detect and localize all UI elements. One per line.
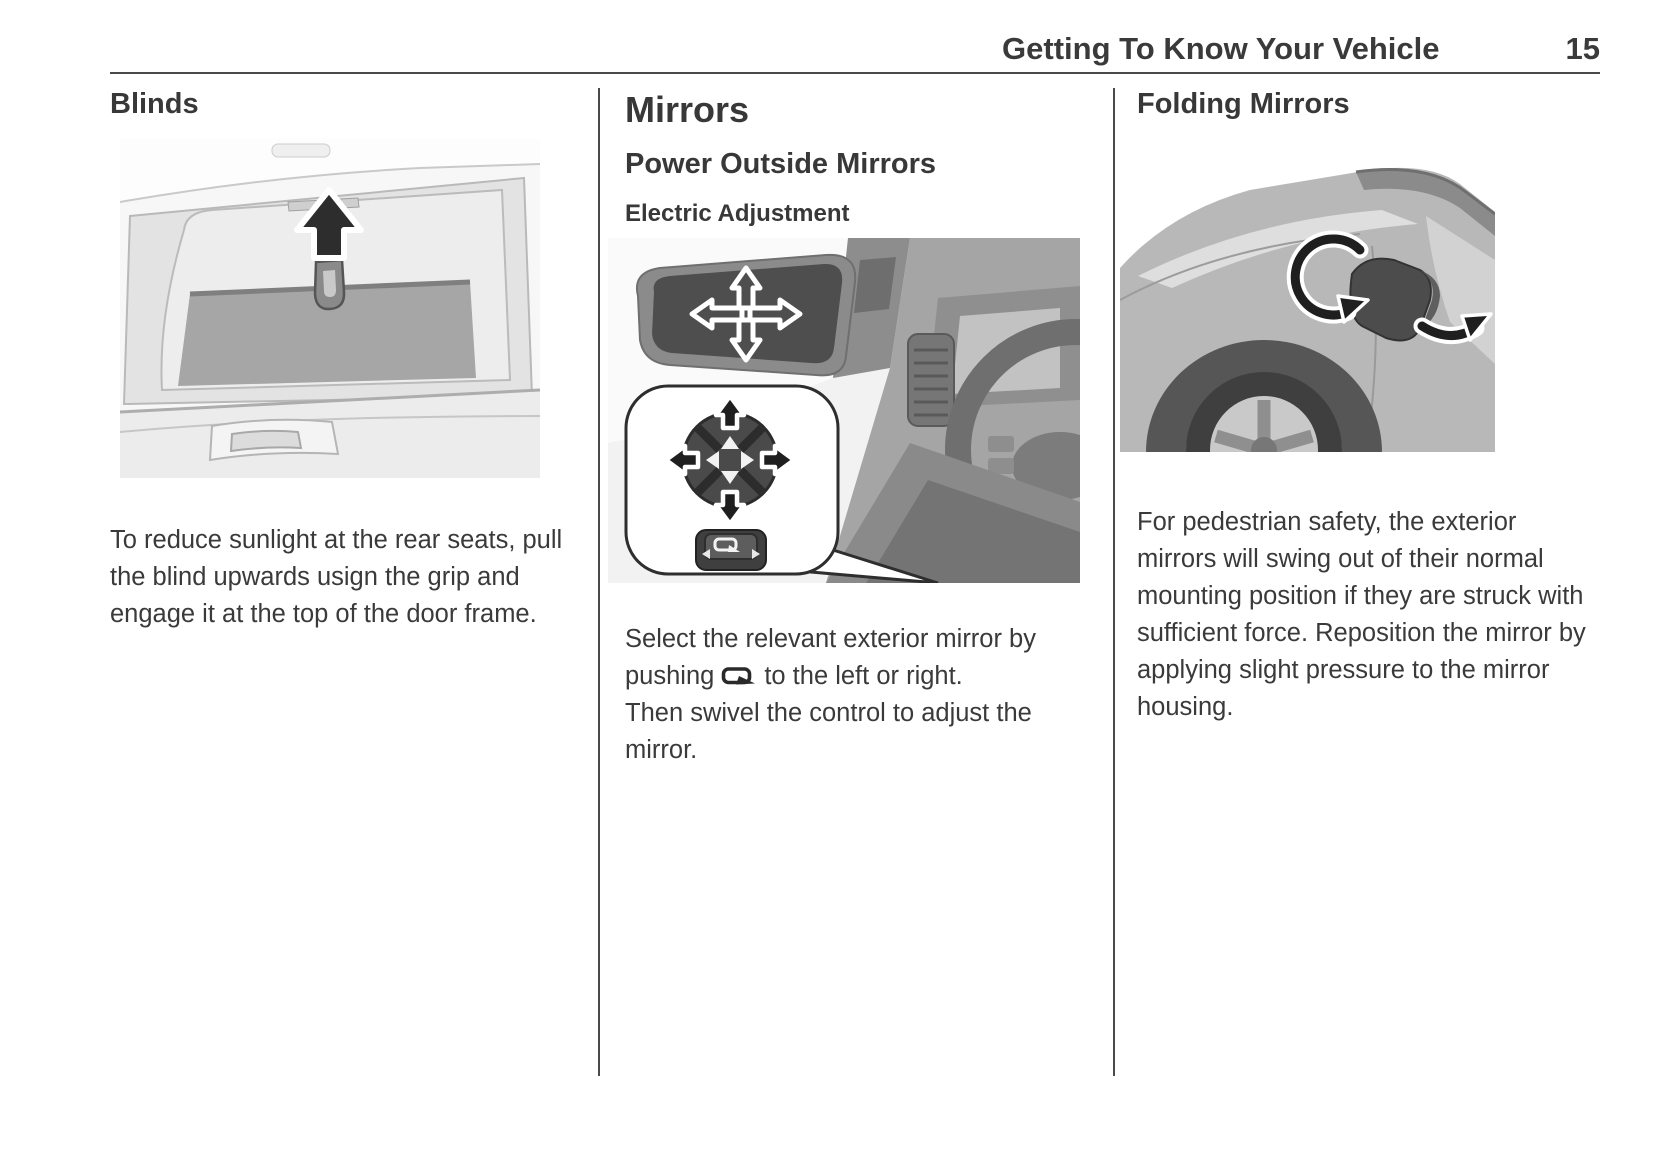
blinds-figure <box>120 138 540 478</box>
blinds-heading: Blinds <box>110 88 199 120</box>
power-outside-mirrors-heading: Power Outside Mirrors <box>625 148 937 181</box>
page-header <box>110 24 1600 74</box>
mirror-selector-switch <box>696 530 766 570</box>
air-vent <box>908 334 954 426</box>
mirrors-body <box>625 621 1085 769</box>
mirror-select-icon <box>721 666 757 688</box>
folding-mirrors-body: For pedestrian safety, the exterior mirrors will swing out of their normal mounting position if they are struck with sufficient force. Reposition the mirror by applying slight pressure to the mirror housing. <box>1137 508 1586 722</box>
electric-adjustment-heading: Electric Adjustment <box>625 199 850 227</box>
mirror-adjustment-figure <box>608 238 1080 583</box>
mirrors-body-part2: to the left or right. <box>764 661 963 690</box>
mirrors-heading: Mirrors <box>625 89 750 130</box>
folding-mirrors-heading: Folding Mirrors <box>1137 88 1350 120</box>
column-mirrors <box>625 88 1085 769</box>
blinds-body: To reduce sunlight at the rear seats, pull the blind upwards usign the grip and engage it at the top of the door frame. <box>110 526 563 629</box>
page-number: 15 <box>1565 31 1600 66</box>
column-divider-1 <box>598 88 600 1076</box>
column-folding-mirrors <box>1137 88 1600 726</box>
folding-mirrors-figure <box>1120 150 1495 452</box>
column-blinds <box>110 88 568 633</box>
mirrors-body-part1: Select the relevant exterior mirror by pushing <box>625 624 1036 690</box>
mirrors-body-part3: Then swivel the control to adjust the mirror. <box>625 698 1032 764</box>
column-divider-2 <box>1113 88 1115 1076</box>
header-title: Getting To Know Your Vehicle <box>1002 31 1440 66</box>
